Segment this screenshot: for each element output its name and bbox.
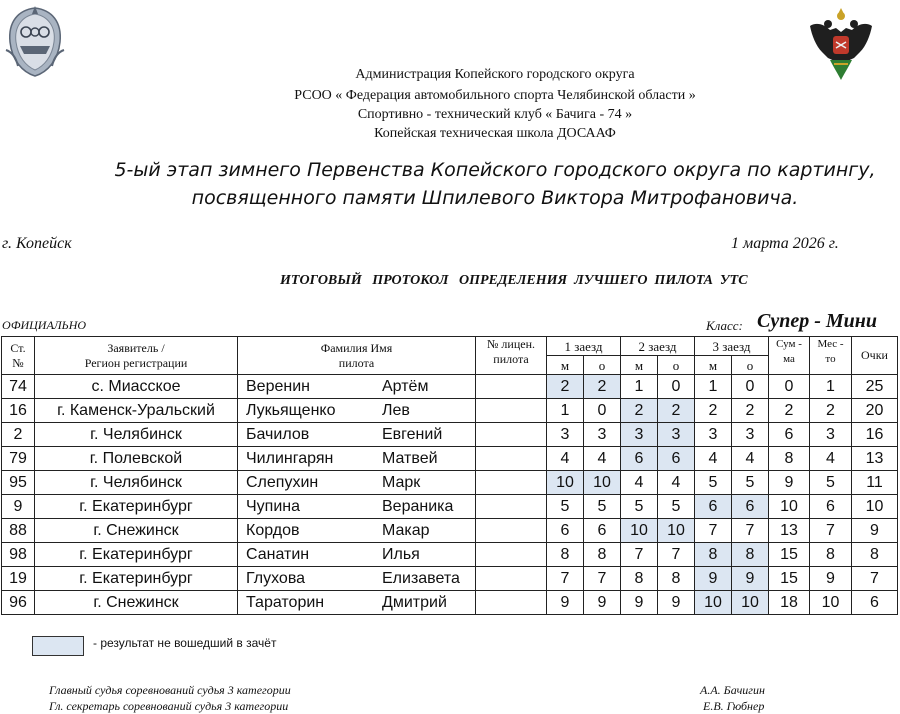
license-cell bbox=[476, 399, 547, 423]
heat-result-cell: 3 bbox=[695, 423, 732, 447]
col-license: № лицен. пилота bbox=[476, 337, 547, 375]
heat-result-cell: 2 bbox=[732, 399, 769, 423]
official-label: ОФИЦИАЛЬНО bbox=[2, 318, 87, 332]
heat-result-cell: 0 bbox=[584, 399, 621, 423]
license-cell bbox=[476, 567, 547, 591]
sum-cell: 15 bbox=[769, 567, 810, 591]
sub-m: м bbox=[547, 356, 584, 375]
pilot-surname: Веренин bbox=[246, 377, 310, 395]
sum-cell: 13 bbox=[769, 519, 810, 543]
sum-cell: 10 bbox=[769, 495, 810, 519]
col-heat-2: 2 заезд bbox=[621, 337, 695, 356]
header-line-3: Спортивно - технический клуб « Бачига - 74 » bbox=[357, 107, 633, 122]
heat-result-cell: 6 bbox=[621, 447, 658, 471]
table-row bbox=[2, 399, 898, 423]
pilot-surname: Чупина bbox=[246, 497, 300, 515]
heat-result-cell: 9 bbox=[584, 591, 621, 615]
pilot-name-cell bbox=[238, 375, 476, 399]
heat-result-cell: 4 bbox=[584, 447, 621, 471]
heat-result-cell: 9 bbox=[547, 591, 584, 615]
pilot-surname: Тараторин bbox=[246, 593, 325, 611]
pilot-name-cell bbox=[238, 423, 476, 447]
heat-result-cell: 0 bbox=[658, 375, 695, 399]
region-cell: г. Снежинск bbox=[35, 519, 238, 543]
table-row bbox=[2, 591, 898, 615]
region-cell: г. Челябинск bbox=[35, 471, 238, 495]
heat-result-cell: 9 bbox=[658, 591, 695, 615]
heat-result-cell: 2 bbox=[547, 375, 584, 399]
start-number-cell: 16 bbox=[2, 399, 35, 423]
heat-result-cell: 4 bbox=[621, 471, 658, 495]
heat-result-cell: 3 bbox=[732, 423, 769, 447]
heat-result-cell: 10 bbox=[621, 519, 658, 543]
points-cell: 6 bbox=[852, 591, 898, 615]
heat-result-cell: 4 bbox=[695, 447, 732, 471]
sub-o: о bbox=[658, 356, 695, 375]
heat-result-cell: 7 bbox=[695, 519, 732, 543]
place-cell: 10 bbox=[810, 591, 852, 615]
heat-result-cell: 2 bbox=[695, 399, 732, 423]
region-cell: г. Каменск-Уральский bbox=[35, 399, 238, 423]
heat-result-cell: 0 bbox=[732, 375, 769, 399]
heat-result-cell: 3 bbox=[658, 423, 695, 447]
points-cell: 10 bbox=[852, 495, 898, 519]
heat-result-cell: 8 bbox=[584, 543, 621, 567]
heat-result-cell: 2 bbox=[658, 399, 695, 423]
table-row bbox=[2, 423, 898, 447]
license-cell bbox=[476, 471, 547, 495]
start-number-cell: 98 bbox=[2, 543, 35, 567]
class-value: Супер - Мини bbox=[757, 310, 878, 332]
col-applicant: Заявитель / Регион регистрации bbox=[35, 337, 238, 375]
place-cell: 5 bbox=[810, 471, 852, 495]
table-row bbox=[2, 471, 898, 495]
table-row bbox=[2, 567, 898, 591]
heat-result-cell: 5 bbox=[547, 495, 584, 519]
sub-o: о bbox=[732, 356, 769, 375]
pilot-surname: Кордов bbox=[246, 521, 300, 539]
license-cell bbox=[476, 423, 547, 447]
sum-cell: 15 bbox=[769, 543, 810, 567]
sub-m: м bbox=[695, 356, 732, 375]
pilot-firstname: Макар bbox=[382, 521, 430, 539]
pilot-name-cell bbox=[238, 495, 476, 519]
heat-result-cell: 10 bbox=[732, 591, 769, 615]
sum-cell: 6 bbox=[769, 423, 810, 447]
heat-result-cell: 7 bbox=[547, 567, 584, 591]
heat-result-cell: 7 bbox=[621, 543, 658, 567]
heat-result-cell: 7 bbox=[584, 567, 621, 591]
pilot-surname: Лукьященко bbox=[246, 401, 336, 419]
col-place: Мес - то bbox=[810, 337, 852, 375]
heat-result-cell: 8 bbox=[732, 543, 769, 567]
points-cell: 13 bbox=[852, 447, 898, 471]
heat-result-cell: 10 bbox=[658, 519, 695, 543]
table-row bbox=[2, 495, 898, 519]
col-start-number: Ст. № bbox=[2, 337, 35, 375]
heat-result-cell: 6 bbox=[658, 447, 695, 471]
pilot-name-cell bbox=[238, 399, 476, 423]
heat-result-cell: 1 bbox=[621, 375, 658, 399]
event-title-line-1: 5-ый этап зимнего Первенства Копейского городского округа по картингу, bbox=[114, 159, 876, 181]
table-row bbox=[2, 375, 898, 399]
pilot-firstname: Илья bbox=[382, 545, 420, 563]
region-cell: г. Челябинск bbox=[35, 423, 238, 447]
place-cell: 2 bbox=[810, 399, 852, 423]
sum-cell: 0 bbox=[769, 375, 810, 399]
sub-o: о bbox=[584, 356, 621, 375]
region-cell: г. Екатеринбург bbox=[35, 567, 238, 591]
heat-result-cell: 7 bbox=[658, 543, 695, 567]
col-pilot-name: Фамилия Имя пилота bbox=[238, 337, 476, 375]
heat-result-cell: 6 bbox=[695, 495, 732, 519]
region-cell: г. Екатеринбург bbox=[35, 495, 238, 519]
heat-result-cell: 4 bbox=[547, 447, 584, 471]
col-heat-3: 3 заезд bbox=[695, 337, 769, 356]
heat-result-cell: 10 bbox=[584, 471, 621, 495]
heat-result-cell: 8 bbox=[621, 567, 658, 591]
pilot-name-cell bbox=[238, 471, 476, 495]
heat-result-cell: 3 bbox=[621, 423, 658, 447]
region-cell: г. Екатеринбург bbox=[35, 543, 238, 567]
pilot-surname: Бачилов bbox=[246, 425, 310, 443]
start-number-cell: 88 bbox=[2, 519, 35, 543]
header-line-2: РСОО « Федерация автомобильного спорта Челябинской области » bbox=[294, 88, 696, 103]
place-cell: 4 bbox=[810, 447, 852, 471]
license-cell bbox=[476, 375, 547, 399]
place-cell: 6 bbox=[810, 495, 852, 519]
pilot-firstname: Вераника bbox=[382, 497, 454, 515]
license-cell bbox=[476, 447, 547, 471]
points-cell: 8 bbox=[852, 543, 898, 567]
pilot-firstname: Марк bbox=[382, 473, 421, 491]
pilot-name-cell bbox=[238, 543, 476, 567]
col-sum: Сум - ма bbox=[769, 337, 810, 375]
heat-result-cell: 5 bbox=[695, 471, 732, 495]
region-cell: г. Полевской bbox=[35, 447, 238, 471]
heat-result-cell: 6 bbox=[547, 519, 584, 543]
sum-cell: 8 bbox=[769, 447, 810, 471]
place-cell: 9 bbox=[810, 567, 852, 591]
sum-cell: 9 bbox=[769, 471, 810, 495]
place-cell: 1 bbox=[810, 375, 852, 399]
secretary-name: Е.В. Гюбнер bbox=[703, 699, 765, 713]
place-cell: 7 bbox=[810, 519, 852, 543]
heat-result-cell: 8 bbox=[547, 543, 584, 567]
heat-result-cell: 3 bbox=[547, 423, 584, 447]
pilot-name-cell bbox=[238, 591, 476, 615]
table-row bbox=[2, 543, 898, 567]
license-cell bbox=[476, 543, 547, 567]
heat-result-cell: 10 bbox=[547, 471, 584, 495]
heat-result-cell: 4 bbox=[658, 471, 695, 495]
heat-result-cell: 5 bbox=[621, 495, 658, 519]
header-line-4: Копейская техническая школа ДОСААФ bbox=[374, 126, 616, 141]
heat-result-cell: 4 bbox=[732, 447, 769, 471]
start-number-cell: 96 bbox=[2, 591, 35, 615]
points-cell: 16 bbox=[852, 423, 898, 447]
legend-swatch bbox=[32, 636, 84, 656]
secretary-label: Гл. секретарь соревнований судья 3 категории bbox=[49, 699, 289, 713]
heat-result-cell: 2 bbox=[621, 399, 658, 423]
results-table bbox=[1, 336, 898, 615]
pilot-firstname: Елизавета bbox=[382, 569, 460, 587]
place-cell: 3 bbox=[810, 423, 852, 447]
pilot-name-cell bbox=[238, 567, 476, 591]
heat-result-cell: 1 bbox=[547, 399, 584, 423]
heat-result-cell: 8 bbox=[695, 543, 732, 567]
region-cell: с. Миасское bbox=[35, 375, 238, 399]
start-number-cell: 74 bbox=[2, 375, 35, 399]
pilot-firstname: Артём bbox=[382, 377, 429, 395]
pilot-surname: Санатин bbox=[246, 545, 310, 563]
sub-m: м bbox=[621, 356, 658, 375]
pilot-surname: Глухова bbox=[246, 569, 306, 587]
pilot-surname: Слепухин bbox=[246, 473, 319, 491]
heat-result-cell: 7 bbox=[732, 519, 769, 543]
heat-result-cell: 5 bbox=[732, 471, 769, 495]
heat-result-cell: 2 bbox=[584, 375, 621, 399]
pilot-firstname: Матвей bbox=[382, 449, 438, 467]
license-cell bbox=[476, 495, 547, 519]
points-cell: 11 bbox=[852, 471, 898, 495]
points-cell: 25 bbox=[852, 375, 898, 399]
points-cell: 20 bbox=[852, 399, 898, 423]
heat-result-cell: 9 bbox=[621, 591, 658, 615]
heat-result-cell: 9 bbox=[695, 567, 732, 591]
chief-judge-label: Главный судья соревнований судья 3 категории bbox=[49, 683, 291, 697]
start-number-cell: 79 bbox=[2, 447, 35, 471]
pilot-name-cell bbox=[238, 447, 476, 471]
region-cell: г. Снежинск bbox=[35, 591, 238, 615]
chief-judge-name: А.А. Бачигин bbox=[700, 683, 765, 697]
heat-result-cell: 10 bbox=[695, 591, 732, 615]
start-number-cell: 9 bbox=[2, 495, 35, 519]
legend-text: - результат не вошедший в зачёт bbox=[93, 636, 277, 650]
points-cell: 7 bbox=[852, 567, 898, 591]
pilot-surname: Чилингарян bbox=[246, 449, 334, 467]
start-number-cell: 95 bbox=[2, 471, 35, 495]
pilot-name-cell bbox=[238, 519, 476, 543]
col-points: Очки bbox=[852, 337, 898, 375]
license-cell bbox=[476, 519, 547, 543]
heat-result-cell: 6 bbox=[732, 495, 769, 519]
heat-result-cell: 5 bbox=[584, 495, 621, 519]
heat-result-cell: 1 bbox=[695, 375, 732, 399]
sum-cell: 18 bbox=[769, 591, 810, 615]
city: г. Копейск bbox=[2, 235, 72, 252]
heat-result-cell: 5 bbox=[658, 495, 695, 519]
pilot-firstname: Лев bbox=[382, 401, 410, 419]
sum-cell: 2 bbox=[769, 399, 810, 423]
class-label: Класс: bbox=[706, 318, 743, 333]
start-number-cell: 2 bbox=[2, 423, 35, 447]
protocol-title: ИТОГОВЫЙ ПРОТОКОЛ ОПРЕДЕЛЕНИЯ ЛУЧШЕГО ПИЛОТА УТС bbox=[280, 273, 748, 288]
heat-result-cell: 8 bbox=[658, 567, 695, 591]
table-header-row bbox=[2, 337, 898, 356]
event-title-line-2: посвященного памяти Шпилевого Виктора Митрофановича. bbox=[191, 187, 799, 209]
points-cell: 9 bbox=[852, 519, 898, 543]
pilot-firstname: Дмитрий bbox=[382, 593, 447, 611]
col-heat-1: 1 заезд bbox=[547, 337, 621, 356]
header-line-1: Администрация Копейского городского округа bbox=[355, 67, 635, 82]
pilot-firstname: Евгений bbox=[382, 425, 443, 443]
heat-result-cell: 3 bbox=[584, 423, 621, 447]
heat-result-cell: 9 bbox=[732, 567, 769, 591]
start-number-cell: 19 bbox=[2, 567, 35, 591]
license-cell bbox=[476, 591, 547, 615]
place-cell: 8 bbox=[810, 543, 852, 567]
heat-result-cell: 6 bbox=[584, 519, 621, 543]
table-row bbox=[2, 519, 898, 543]
event-date: 1 марта 2026 г. bbox=[731, 235, 839, 252]
table-row bbox=[2, 447, 898, 471]
